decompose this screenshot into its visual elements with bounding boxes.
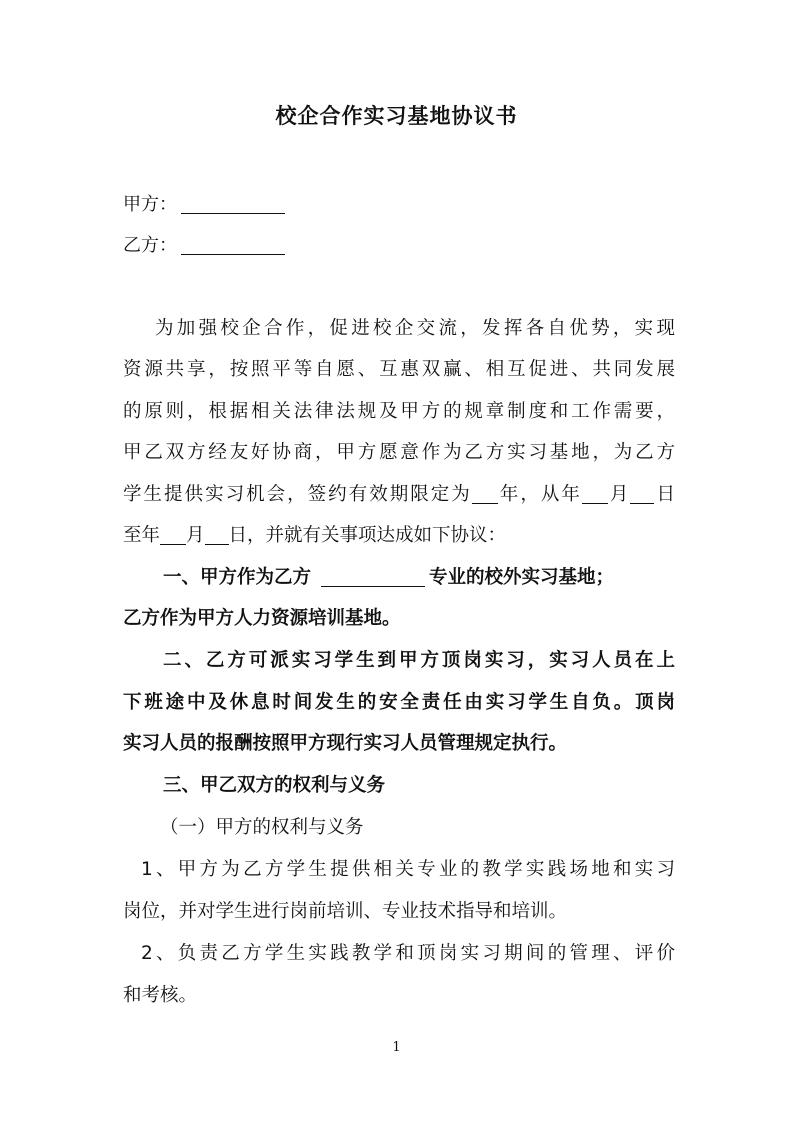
item1-line2: 岗位，并对学生进行岗前培训、专业技术指导和培训。 — [123, 901, 568, 922]
item1-line1: 1、甲方为乙方学生提供相关专业的教学实践场地和实习 — [141, 859, 675, 880]
to-month-blank — [205, 524, 229, 545]
clause1-text-b: 专业的校外实习基地； — [429, 567, 615, 588]
clause1-line2: 乙方作为甲方人力资源培训基地。 — [123, 608, 401, 629]
clause3-sub1: （一）甲方的权利与义务 — [160, 817, 364, 838]
para1-line2: 资源共享，按照平等自愿、互惠双赢、相互促进、共同发展 — [123, 359, 675, 380]
clause2-line1: 二、乙方可派实习学生到甲方顶岗实习，实习人员在上 — [163, 650, 675, 671]
from-year-text: 年，从年 — [497, 484, 582, 505]
para1-line4: 甲乙双方经友好协商，甲方愿意作为乙方实习基地，为乙方 — [123, 442, 675, 463]
item2-line1: 2、负责乙方学生实践教学和顶岗实习期间的管理、评价 — [141, 943, 675, 964]
to-year-text: 至年 — [123, 525, 161, 546]
month-text: 月 — [607, 484, 631, 505]
party-b-label: 乙方： — [123, 235, 177, 256]
party-b-line — [123, 231, 285, 257]
para1-line1: 为加强校企合作，促进校企交流，发挥各自优势，实现 — [155, 318, 675, 339]
clause1-line1 — [163, 563, 675, 589]
to-day-text: 日，并就有关事项达成如下协议： — [228, 525, 507, 546]
document-title: 校企合作实习基地协议书 — [275, 104, 518, 128]
clause2-line2: 下班途中及休息时间发生的安全责任由实习学生自负。顶岗 — [123, 692, 675, 713]
day-text: 日 — [654, 484, 675, 505]
clause1-text-a: 一、甲方作为乙方 — [163, 567, 312, 588]
item2-line2: 和考核。 — [123, 985, 198, 1006]
para1-line3: 的原则，根据相关法律法规及甲方的规章制度和工作需要， — [123, 401, 675, 422]
term-years-blank — [472, 483, 498, 504]
party-a-blank — [181, 195, 285, 214]
party-b-blank — [181, 236, 285, 255]
page-number: 1 — [392, 1040, 401, 1055]
para1-line5 — [123, 480, 675, 506]
term-text: 学生提供实习机会，签约有效期限定为 — [123, 484, 472, 505]
to-year-blank — [160, 524, 186, 545]
party-a-label: 甲方： — [123, 194, 177, 215]
clause3-heading: 三、甲乙双方的权利与义务 — [163, 775, 386, 796]
clause2-line3: 实习人员的报酬按照甲方现行实习人员管理规定执行。 — [123, 733, 568, 754]
party-a-line — [123, 190, 285, 216]
from-month-blank — [630, 483, 654, 504]
para1-line6 — [123, 521, 675, 547]
major-blank — [321, 566, 425, 587]
from-year-blank — [582, 483, 608, 504]
to-month-text: 月 — [186, 525, 205, 546]
